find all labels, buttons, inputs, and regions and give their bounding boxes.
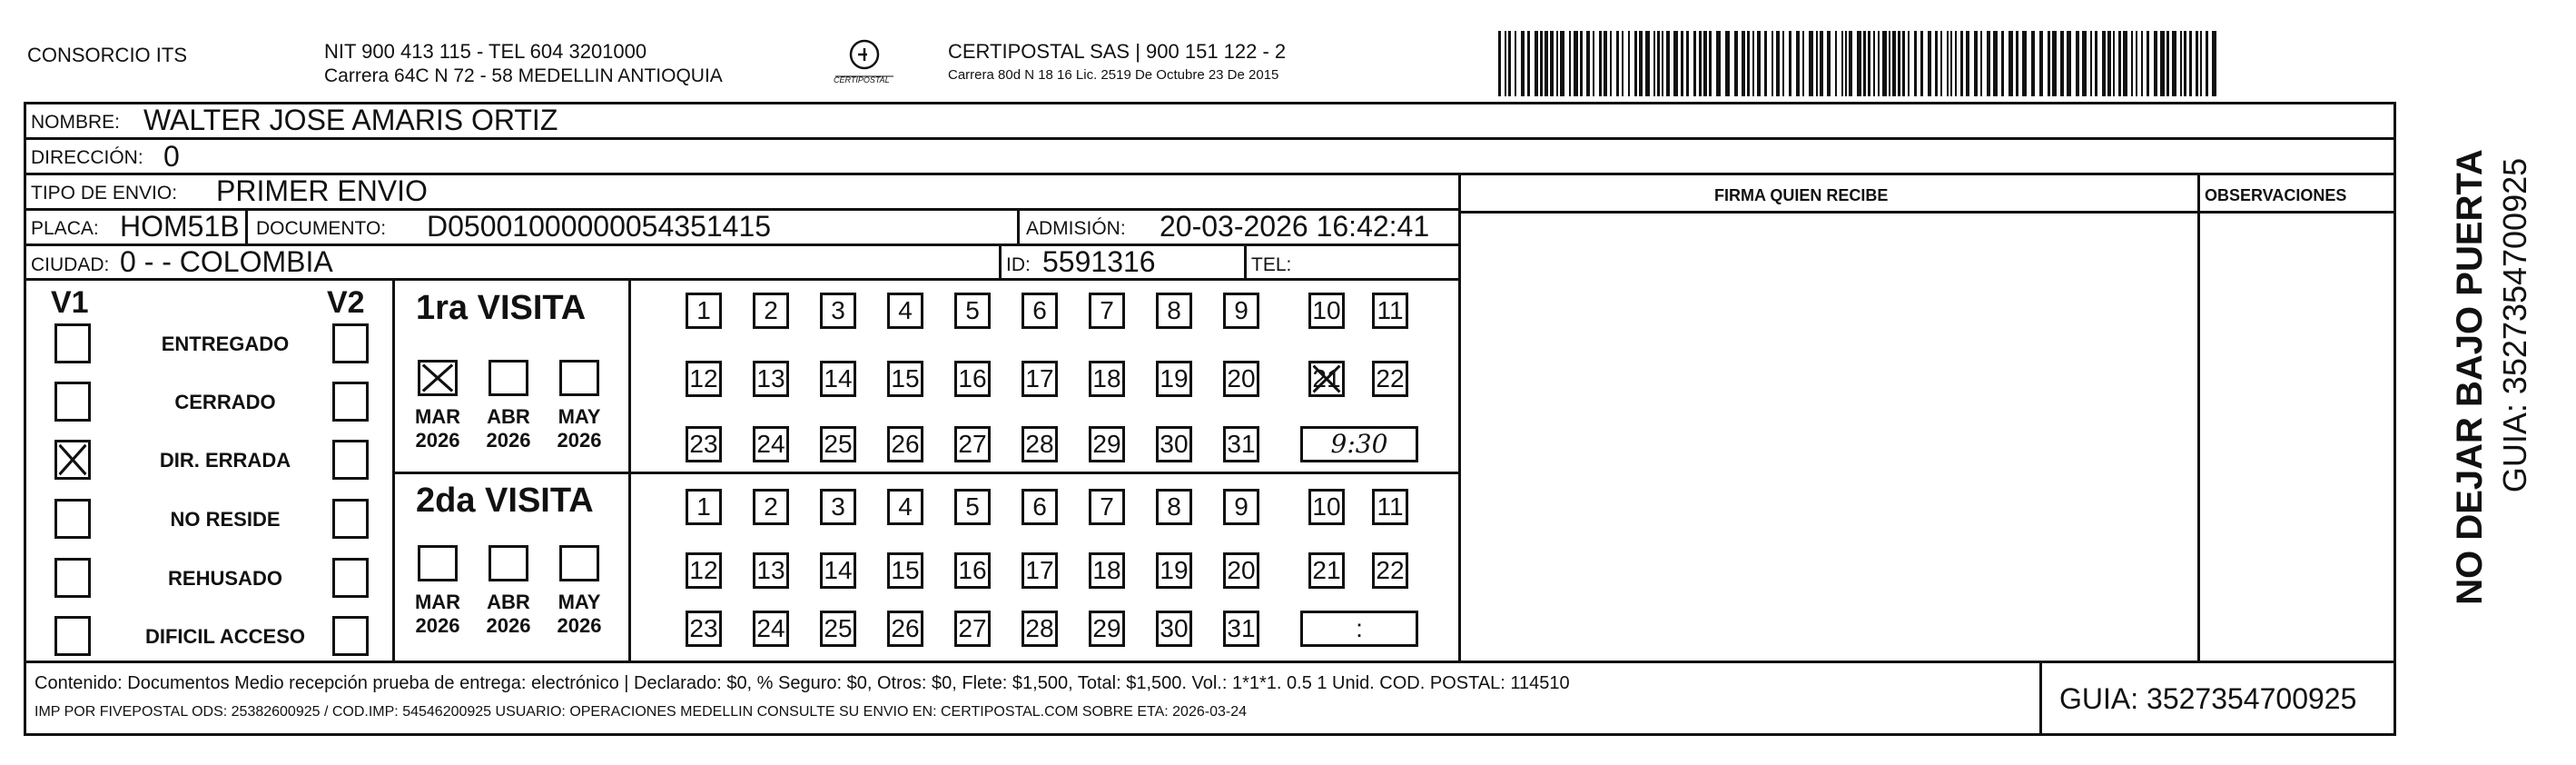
day-box: 13 — [753, 361, 789, 397]
day-box: 18 — [1089, 552, 1125, 589]
barcode-bar — [2060, 31, 2064, 96]
barcode-bar — [1515, 31, 1516, 96]
barcode-bar — [1878, 31, 1880, 96]
day-box: 8 — [1156, 489, 1192, 525]
day-box: 8 — [1156, 293, 1192, 329]
v1-checkbox — [54, 499, 91, 539]
barcode-bar — [2180, 31, 2182, 96]
barcode-bar — [1716, 31, 1721, 96]
barcode-bar — [1849, 31, 1852, 96]
barcode-bar — [2184, 31, 2186, 96]
barcode-bar — [1873, 31, 1875, 96]
side-title: NO DEJAR BAJO PUERTA — [2450, 149, 2490, 605]
barcode-bar — [1505, 31, 1506, 96]
v2-checkbox — [332, 323, 369, 363]
v2-checkbox — [332, 499, 369, 539]
barcode-bar — [2200, 31, 2202, 96]
x-mark-icon — [57, 442, 88, 477]
side-panel — [2406, 73, 2551, 663]
status-label: REHUSADO — [168, 567, 282, 590]
barcode-bar — [1734, 31, 1738, 96]
license-line: Carrera 80d N 18 16 Lic. 2519 De Octubre 23 De 2015 — [948, 67, 1279, 83]
barcode-bar — [2166, 31, 2169, 96]
barcode-bar — [1569, 31, 1571, 96]
barcode-bar — [2123, 31, 2127, 96]
barcode-bar — [2076, 31, 2079, 96]
barcode-bar — [2212, 31, 2216, 96]
barcode-bar — [1796, 31, 1800, 96]
barcode-bar — [1703, 31, 1707, 96]
barcode-bar — [2067, 31, 2071, 96]
nombre-label: NOMBRE: — [31, 112, 121, 133]
day-box: 28 — [1022, 611, 1058, 647]
barcode-bar — [1908, 31, 1910, 96]
barcode-bar — [1622, 31, 1624, 96]
day-box: 26 — [887, 611, 923, 647]
v2-checkbox — [332, 440, 369, 480]
day-box: 31 — [1223, 426, 1259, 462]
tipo-value: PRIMER ENVIO — [216, 174, 428, 207]
day-box: 4 — [887, 293, 923, 329]
month-label: MAR — [414, 591, 461, 613]
barcode-bar — [2141, 31, 2143, 96]
barcode-bar — [1709, 31, 1712, 96]
v1-checkbox — [54, 558, 91, 598]
id-label: ID: — [1006, 254, 1031, 275]
day-box: 23 — [686, 611, 722, 647]
barcode-bar — [2001, 31, 2004, 96]
day-box: 18 — [1089, 361, 1125, 397]
barcode-bar — [2107, 31, 2111, 96]
side-guia: GUIA: 3527354700925 — [2496, 157, 2533, 493]
day-box: 17 — [1022, 552, 1058, 589]
barcode-bar — [1950, 31, 1952, 96]
v1-checkbox — [54, 382, 91, 422]
day-box: 2 — [753, 489, 789, 525]
status-label: ENTREGADO — [161, 333, 290, 355]
day-box: 1 — [686, 293, 722, 329]
barcode-bar — [2206, 31, 2208, 96]
barcode-bar — [1993, 31, 1998, 96]
barcode-bar — [2048, 31, 2050, 96]
time-box: 9:30 — [1300, 426, 1418, 462]
barcode-bar — [1628, 31, 1630, 96]
barcode-bar — [1639, 31, 1643, 96]
barcode-bar — [1498, 31, 1501, 96]
day-box: 31 — [1223, 611, 1259, 647]
id-value: 5591316 — [1042, 245, 1156, 278]
barcode-bar — [1521, 31, 1525, 96]
day-box: 24 — [753, 611, 789, 647]
barcode-bar — [1535, 31, 1538, 96]
admision-value: 20-03-2026 16:42:41 — [1160, 210, 1430, 243]
day-box: 26 — [887, 426, 923, 462]
barcode-bar — [1772, 31, 1773, 96]
year-label: 2026 — [415, 614, 460, 637]
v2-checkbox — [332, 382, 369, 422]
day-box: 5 — [954, 293, 991, 329]
barcode-bar — [2082, 31, 2087, 96]
day-box: 15 — [887, 552, 923, 589]
barcode-bar — [1508, 31, 1511, 96]
day-box: 28 — [1022, 426, 1058, 462]
barcode-bar — [1974, 31, 1978, 96]
day-box: 7 — [1089, 489, 1125, 525]
day-box: 22 — [1372, 361, 1408, 397]
day-box: 9 — [1223, 293, 1259, 329]
nombre-value: WALTER JOSE AMARIS ORTIZ — [143, 104, 558, 136]
certipostal-logo — [828, 36, 901, 91]
barcode-bar — [1593, 31, 1594, 96]
month-label: ABR — [487, 591, 530, 613]
logo-text: CERTIPOSTAL — [834, 75, 890, 84]
status-label: DIFICIL ACCESO — [144, 625, 305, 648]
placa-value: HOM51B — [120, 210, 240, 243]
v2-checkbox — [332, 558, 369, 598]
day-box: 30 — [1156, 426, 1192, 462]
barcode-bar — [1586, 31, 1590, 96]
barcode-bar — [1634, 31, 1637, 96]
day-box: 10 — [1308, 489, 1345, 525]
year-label: 2026 — [415, 429, 460, 452]
barcode-bar — [1935, 31, 1938, 96]
day-box: 7 — [1089, 293, 1125, 329]
day-box: 6 — [1022, 293, 1058, 329]
barcode-bar — [1747, 31, 1750, 96]
day-box: 24 — [753, 426, 789, 462]
month-checkbox — [418, 545, 458, 581]
barcode-bar — [2022, 31, 2027, 96]
day-box: 19 — [1156, 552, 1192, 589]
barcode — [1498, 31, 2225, 96]
footer-guia: GUIA: 3527354700925 — [2059, 682, 2357, 715]
documento-label: DOCUMENTO: — [256, 218, 387, 239]
day-box: 11 — [1372, 293, 1408, 329]
ciudad-value: 0 - - COLOMBIA — [120, 245, 333, 278]
day-box: 29 — [1089, 611, 1125, 647]
v1-checkbox — [54, 323, 91, 363]
day-box: 25 — [820, 426, 856, 462]
time-box: : — [1300, 611, 1418, 647]
barcode-bar — [1599, 31, 1602, 96]
barcode-bar — [1764, 31, 1767, 96]
barcode-bar — [1616, 31, 1619, 96]
month-checkbox — [418, 360, 458, 396]
barcode-bar — [1752, 31, 1754, 96]
barcode-bar — [2052, 31, 2057, 96]
barcode-bar — [1940, 31, 1942, 96]
direccion-label: DIRECCIÓN: — [31, 147, 143, 168]
barcode-bar — [1580, 31, 1583, 96]
month-checkbox — [489, 360, 528, 396]
day-box: 3 — [820, 293, 856, 329]
firma-label: FIRMA QUIEN RECIBE — [1714, 186, 1889, 204]
address-line: Carrera 64C N 72 - 58 MEDELLIN ANTIOQUIA — [324, 65, 723, 86]
barcode-bar — [2090, 31, 2092, 96]
barcode-bar — [1604, 31, 1607, 96]
barcode-bar — [2102, 31, 2106, 96]
barcode-bar — [1550, 31, 1554, 96]
day-box: 14 — [820, 361, 856, 397]
barcode-bar — [1725, 31, 1730, 96]
year-label: 2026 — [486, 614, 531, 637]
second-visit-label: 2da VISITA — [416, 482, 594, 520]
documento-value: D05001000000054351415 — [427, 210, 772, 243]
barcode-bar — [2136, 31, 2137, 96]
barcode-bar — [2147, 31, 2149, 96]
barcode-bar — [1863, 31, 1866, 96]
day-box: 21 — [1308, 361, 1345, 397]
barcode-bar — [1527, 31, 1530, 96]
barcode-bar — [1966, 31, 1969, 96]
barcode-bar — [1928, 31, 1931, 96]
day-box: 6 — [1022, 489, 1058, 525]
barcode-bar — [1827, 31, 1831, 96]
barcode-bar — [1653, 31, 1655, 96]
nit-line: NIT 900 413 115 - TEL 604 3201000 — [324, 40, 647, 63]
x-mark-icon — [420, 363, 455, 393]
barcode-bar — [1673, 31, 1678, 96]
day-box: 12 — [686, 552, 722, 589]
day-box: 14 — [820, 552, 856, 589]
barcode-bar — [1889, 31, 1890, 96]
barcode-bar — [1980, 31, 1982, 96]
barcode-bar — [1920, 31, 1923, 96]
direccion-value: 0 — [163, 140, 180, 173]
footer-imp-line: IMP POR FIVEPOSTAL ODS: 25382600925 / COD.IMP: 54546200925 USUARIO: OPERACIONES MEDELLIN CONSULTE SU ENVIO EN: CERTIPOSTAL.COM SOBRE ETA: 2026-03-24 — [35, 704, 1247, 720]
month-checkbox — [489, 545, 528, 581]
barcode-bar — [2039, 31, 2043, 96]
status-label: NO RESIDE — [170, 508, 281, 531]
day-box: 4 — [887, 489, 923, 525]
footer-content-line: Contenido: Documentos Medio recepción prueba de entrega: electrónico | Declarado: $0, % Seguro: $0, Otros: $0, Flete: $1,500, Total: $1,500. Vol.: 1*1*1. 0.5 1 Unid. COD. POSTAL: 114510 — [35, 673, 1570, 693]
barcode-bar — [2189, 31, 2192, 96]
day-box: 12 — [686, 361, 722, 397]
month-label: MAY — [558, 591, 601, 613]
barcode-bar — [1545, 31, 1548, 96]
v2-label: V2 — [327, 285, 365, 320]
barcode-bar — [1681, 31, 1683, 96]
status-label: CERRADO — [174, 391, 276, 413]
day-box: 27 — [954, 426, 991, 462]
day-box: 25 — [820, 611, 856, 647]
company-name: CONSORCIO ITS — [27, 44, 188, 66]
admision-label: ADMISIÓN: — [1026, 218, 1126, 239]
tipo-label: TIPO DE ENVIO: — [31, 183, 178, 204]
month-checkbox — [559, 360, 599, 396]
barcode-bar — [1789, 31, 1791, 96]
day-box: 16 — [954, 552, 991, 589]
v1-label: V1 — [51, 285, 89, 320]
barcode-bar — [1914, 31, 1917, 96]
barcode-bar — [2131, 31, 2133, 96]
barcode-bar — [1574, 31, 1578, 96]
x-mark-icon — [1311, 363, 1342, 394]
day-box: 10 — [1308, 293, 1345, 329]
barcode-bar — [2154, 31, 2157, 96]
barcode-bar — [1955, 31, 1957, 96]
month-checkbox — [559, 545, 599, 581]
day-box: 21 — [1308, 552, 1345, 589]
barcode-bar — [1960, 31, 1963, 96]
day-box: 2 — [753, 293, 789, 329]
status-label: DIR. ERRADA — [159, 449, 291, 472]
day-box: 19 — [1156, 361, 1192, 397]
day-box: 3 — [820, 489, 856, 525]
year-label: 2026 — [557, 429, 602, 452]
barcode-bar — [1699, 31, 1702, 96]
barcode-bar — [1693, 31, 1696, 96]
barcode-bar — [2008, 31, 2013, 96]
barcode-bar — [1666, 31, 1670, 96]
placa-label: PLACA: — [31, 218, 99, 239]
barcode-bar — [1816, 31, 1818, 96]
year-label: 2026 — [557, 614, 602, 637]
day-box: 1 — [686, 489, 722, 525]
day-box: 23 — [686, 426, 722, 462]
barcode-bar — [2113, 31, 2115, 96]
barcode-bar — [1841, 31, 1843, 96]
v1-checkbox — [54, 616, 91, 656]
ciudad-label: CIUDAD: — [31, 254, 110, 275]
first-visit-label: 1ra VISITA — [416, 289, 587, 327]
barcode-bar — [1857, 31, 1861, 96]
barcode-bar — [2095, 31, 2097, 96]
barcode-bar — [2160, 31, 2165, 96]
barcode-bar — [1902, 31, 1905, 96]
barcode-bar — [1610, 31, 1612, 96]
day-box: 15 — [887, 361, 923, 397]
barcode-bar — [1802, 31, 1804, 96]
certipostal-line: CERTIPOSTAL SAS | 900 151 122 - 2 — [948, 40, 1287, 63]
month-label: ABR — [487, 405, 530, 428]
day-box: 16 — [954, 361, 991, 397]
barcode-bar — [1947, 31, 1949, 96]
barcode-bar — [1835, 31, 1837, 96]
barcode-bar — [2016, 31, 2018, 96]
barcode-bar — [1892, 31, 1896, 96]
barcode-bar — [1882, 31, 1887, 96]
barcode-bar — [1645, 31, 1650, 96]
v2-checkbox — [332, 616, 369, 656]
month-label: MAR — [414, 405, 461, 428]
barcode-bar — [1809, 31, 1813, 96]
barcode-bar — [1657, 31, 1660, 96]
day-box: 20 — [1223, 361, 1259, 397]
year-label: 2026 — [486, 429, 531, 452]
tel-label: TEL: — [1251, 254, 1292, 275]
day-box: 17 — [1022, 361, 1058, 397]
barcode-bar — [2196, 31, 2198, 96]
barcode-bar — [2118, 31, 2121, 96]
day-box: 13 — [753, 552, 789, 589]
barcode-bar — [1686, 31, 1689, 96]
barcode-bar — [1757, 31, 1761, 96]
day-box: 11 — [1372, 489, 1408, 525]
barcode-bar — [1662, 31, 1663, 96]
day-box: 27 — [954, 611, 991, 647]
v1-checkbox — [54, 440, 91, 480]
barcode-bar — [1782, 31, 1784, 96]
day-box: 30 — [1156, 611, 1192, 647]
barcode-bar — [1845, 31, 1847, 96]
day-box: 5 — [954, 489, 991, 525]
day-box: 22 — [1372, 552, 1408, 589]
barcode-bar — [2172, 31, 2176, 96]
barcode-bar — [1742, 31, 1745, 96]
barcode-bar — [1898, 31, 1900, 96]
month-label: MAY — [558, 405, 601, 428]
obs-label: OBSERVACIONES — [2205, 186, 2347, 204]
barcode-bar — [2031, 31, 2035, 96]
day-box: 20 — [1223, 552, 1259, 589]
day-box: 9 — [1223, 489, 1259, 525]
barcode-bar — [1868, 31, 1870, 96]
barcode-bar — [1820, 31, 1823, 96]
barcode-bar — [1987, 31, 1990, 96]
barcode-bar — [1776, 31, 1780, 96]
barcode-bar — [1560, 31, 1564, 96]
day-box: 29 — [1089, 426, 1125, 462]
barcode-bar — [1540, 31, 1543, 96]
barcode-bar — [1556, 31, 1558, 96]
